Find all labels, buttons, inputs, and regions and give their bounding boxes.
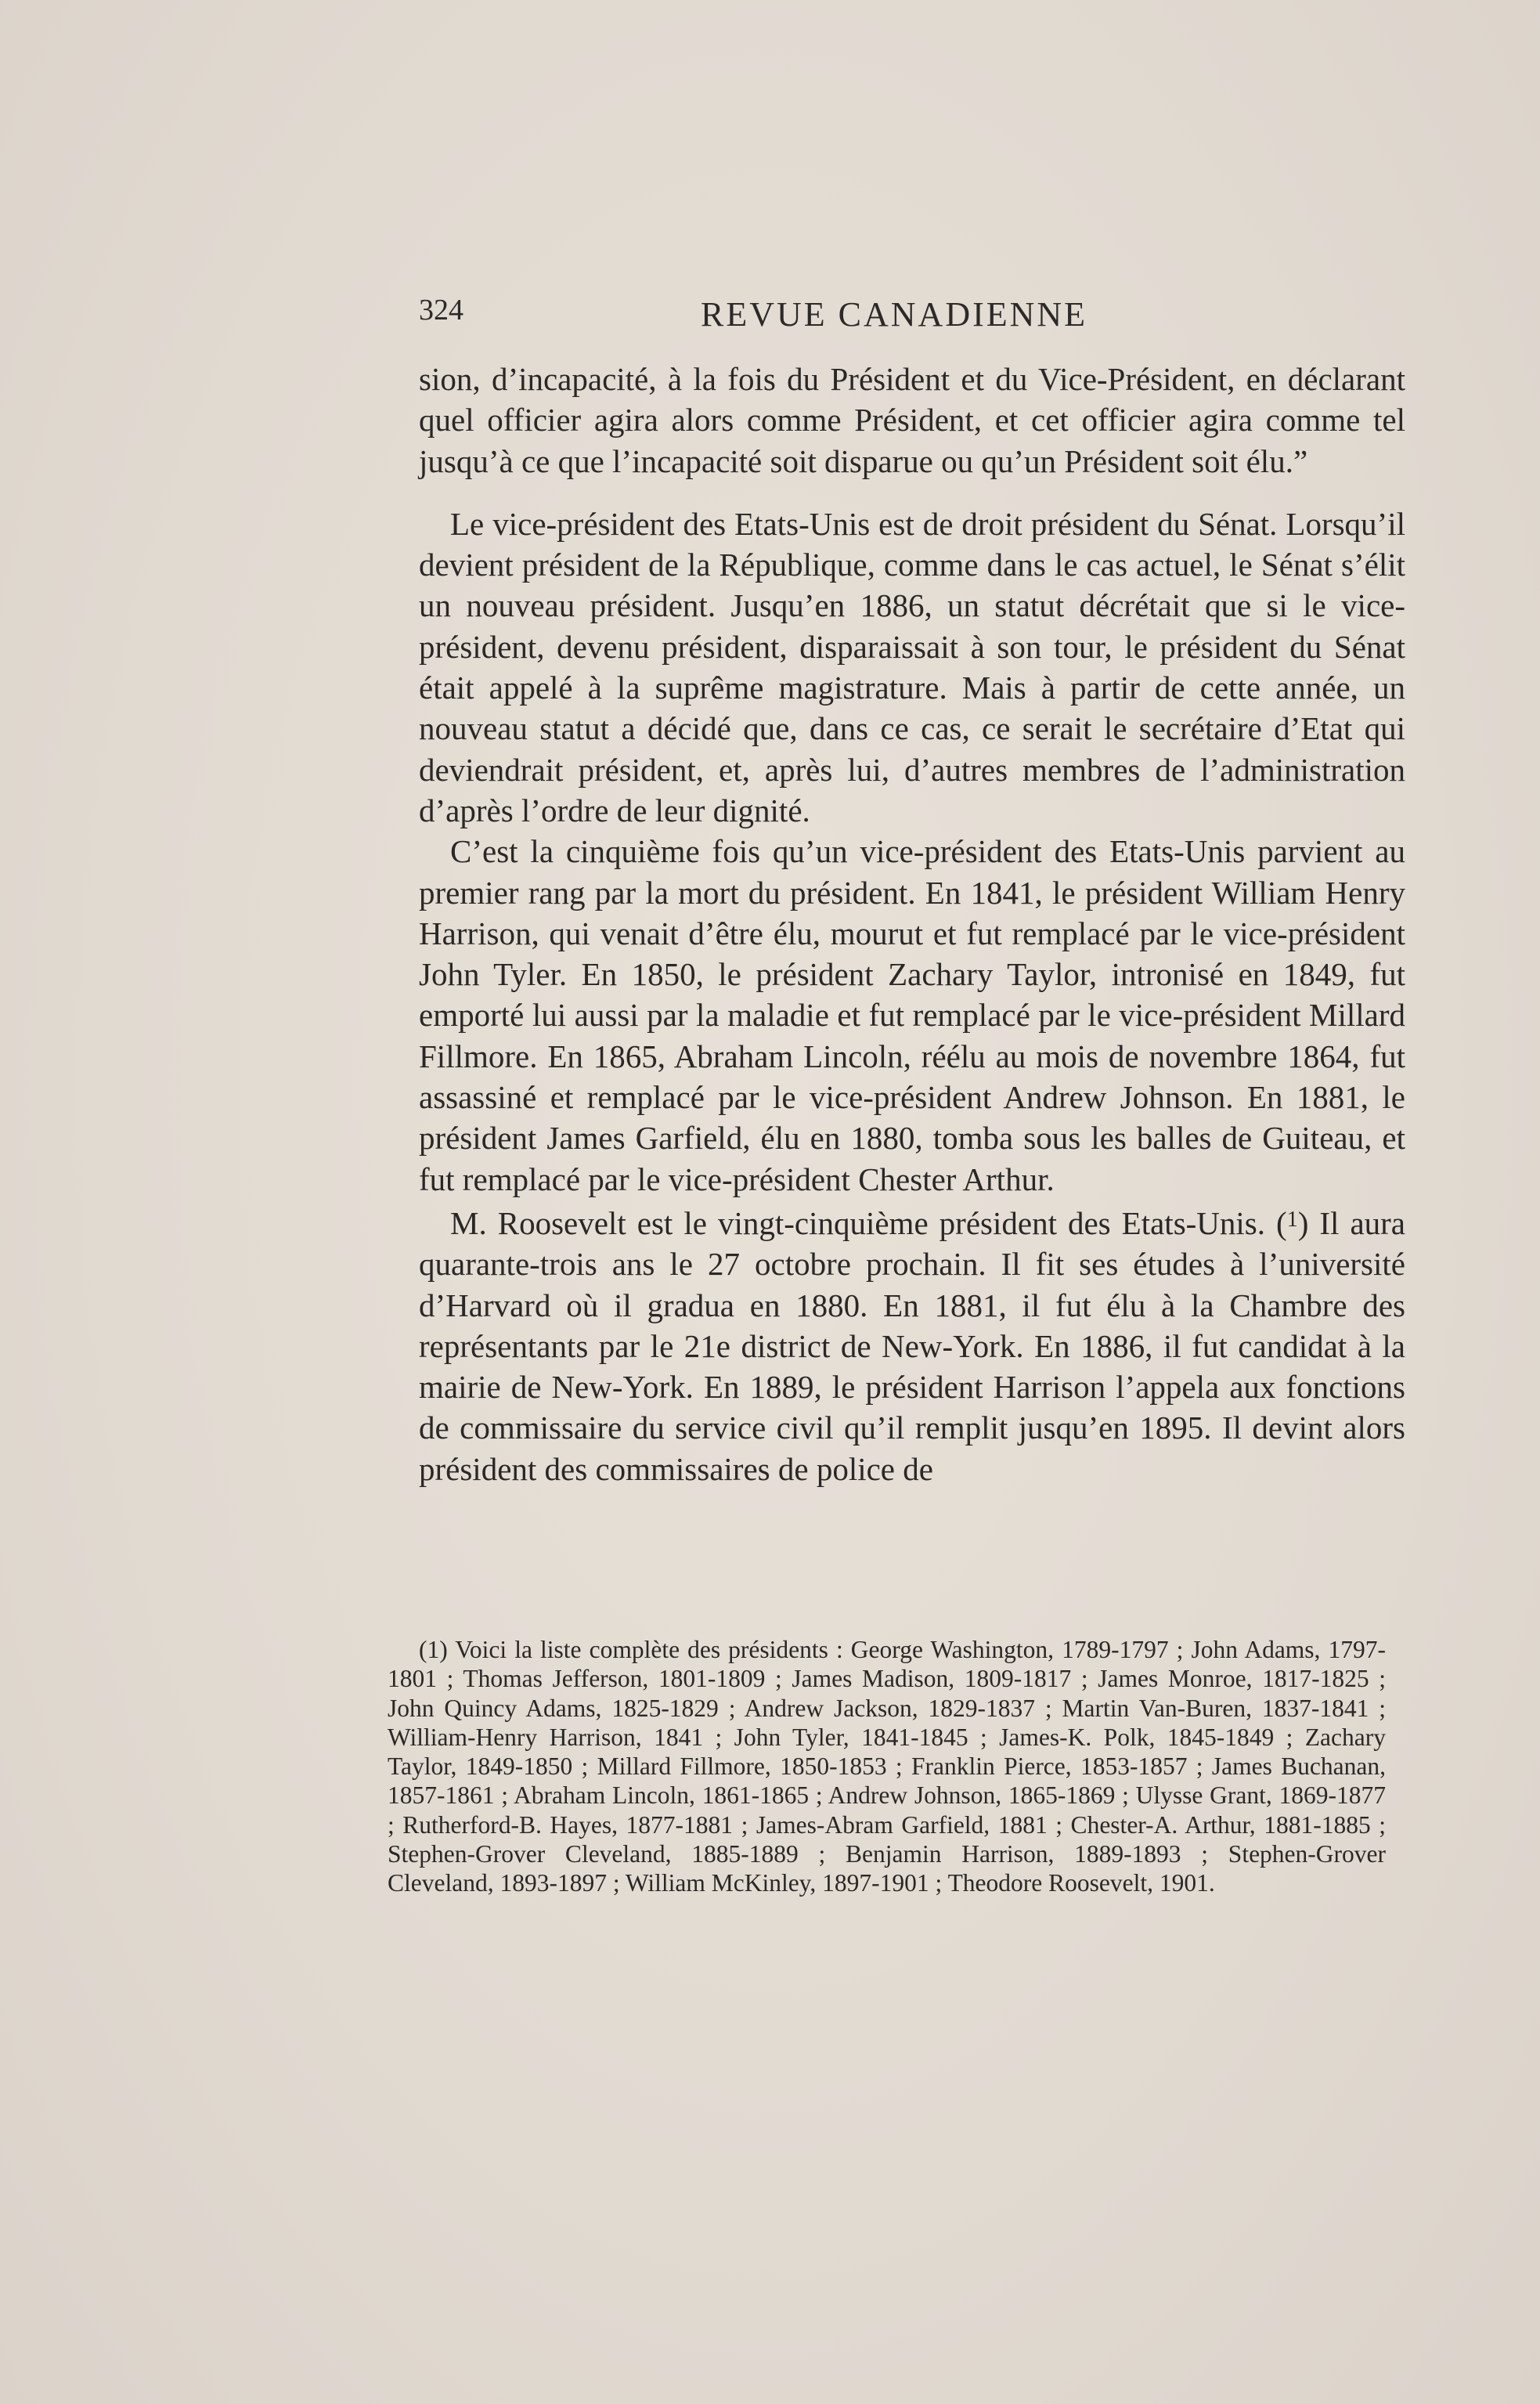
paragraph-1: sion, d’incapacité, à la fois du Président et du Vice-Président, en déclarant quel officier agira alors comme Président, et cet officier agira comme tel jusqu’à ce que l’incapacité soit disparue ou qu’un Président soit élu.” xyxy=(419,361,1405,479)
paragraph-4 xyxy=(419,1200,1405,1489)
page-header xyxy=(419,288,1405,343)
paragraph-3: C’est la cinquième fois qu’un vice-président des Etats-Unis parvient au premier rang par la mort du président. En 1841, le président William Henry Harrison, qui venait d’être élu, mourut et fut remplacé par le vice-président John Tyler. En 1850, le président Zachary Taylor, intronisé en 1849, fut emporté lui aussi par la maladie et fut remplacé par le vice-président Millard Fillmore. En 1865, Abraham Lincoln, réélu au mois de novembre 1864, fut assassiné et remplacé par le vice-président Andrew Johnson. En 1881, le président James Garfield, élu en 1880, tomba sous les balles de Guiteau, et fut remplacé par le vice-président Chester Arthur. xyxy=(419,833,1405,1197)
page-number: 324 xyxy=(419,294,463,327)
running-title: REVUE CANADIENNE xyxy=(701,295,1088,334)
body-text xyxy=(419,359,1405,1489)
paragraph-4-rest: ) Il aura quarante-trois ans le 27 octobre prochain. Il fit ses études à l’université d’Harvard où il gradua en 1880. En 1881, il fut élu à la Chambre des représentants par le 21e district de New-York. En 1886, il fut candidat à la mairie de New-York. En 1889, le président Harrison l’appela aux fonctions de commissaire du service civil qu’il remplit jusqu’en 1895. Il devint alors président des commissaires de police de xyxy=(419,1204,1406,1487)
footnote: (1) Voici la liste complète des présidents : George Washington, 1789-1797 ; John Adams, 1797-1801 ; Thomas Jefferson, 1801-1809 ; James Madison, 1809-1817 ; James Monroe, 1817-1825 ; John Quincy Adams, 1825-1829 ; Andrew Jackson, 1829-1837 ; Martin Van-Buren, 1837-1841 ; William-Henry Harrison, 1841 ; John Tyler, 1841-1845 ; James-K. Polk, 1845-1849 ; Zachary Taylor, 1849-1850 ; Millard Fillmore, 1850-1853 ; Franklin Pierce, 1853-1857 ; James Buchanan, 1857-1861 ; Abraham Lincoln, 1861-1865 ; Andrew Johnson, 1865-1869 ; Ulysse Grant, 1869-1877 ; Rutherford-B. Hayes, 1877-1881 ; James-Abram Garfield, 1881 ; Chester-A. Arthur, 1881-1885 ; Stephen-Grover Cleveland, 1885-1889 ; Benjamin Harrison, 1889-1893 ; Stephen-Grover Cleveland, 1893-1897 ; William McKinley, 1897-1901 ; Theodore Roosevelt, 1901. xyxy=(388,1636,1386,1897)
footnote-reference: 1 xyxy=(1286,1207,1298,1232)
paragraph-2: Le vice-président des Etats-Unis est de droit président du Sénat. Lorsqu’il devient président de la République, comme dans le cas actuel, le Sénat s’élit un nouveau président. Jusqu’en 1886, un statut décrétait que si le vice-président, devenu président, disparaissait à son tour, le président du Sénat était appelé à la suprême magistrature. Mais à partir de cette année, un nouveau statut a décidé que, dans ce cas, ce serait le secrétaire d’Etat qui deviendrait président, et, après lui, d’autres membres de l’administration d’après l’ordre de leur dignité. xyxy=(419,505,1405,828)
paragraph-4-start: M. Roosevelt est le vingt-cinquième président des Etats-Unis. ( xyxy=(450,1204,1287,1241)
